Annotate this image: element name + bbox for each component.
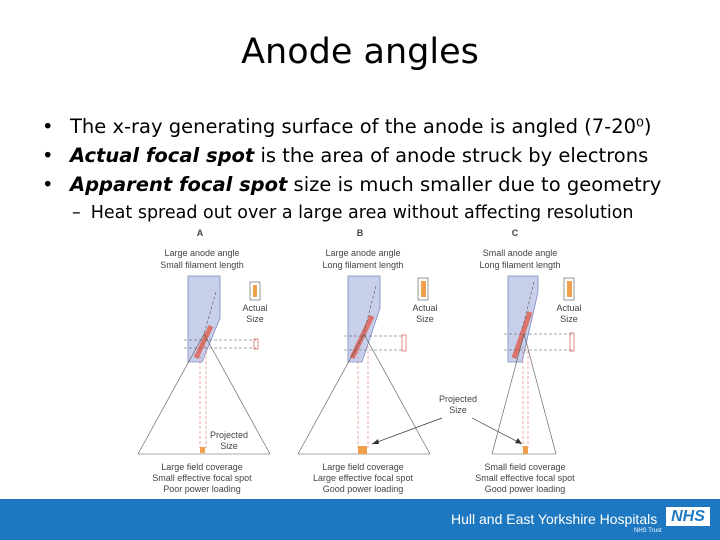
filament: [402, 335, 406, 351]
bullet-list: [42, 112, 720, 199]
field-edge-line: [364, 334, 430, 454]
panel-c: [475, 228, 581, 494]
actual-size-label-1: Actual: [556, 303, 582, 313]
bullet-dot: •: [42, 115, 54, 138]
panel-footer-line1: Small field coverage: [484, 462, 566, 472]
anode-block: [508, 276, 538, 362]
pointer-arrow: [472, 418, 522, 444]
organization-name: Hull and East Yorkshire Hospitals: [451, 511, 658, 527]
nhs-logo: NHS: [666, 507, 710, 526]
projected-size-label-1: Projected: [209, 430, 249, 440]
projected-size-label-2: Size: [449, 405, 467, 415]
field-edge-line: [298, 334, 364, 454]
panel-letter: A: [196, 228, 204, 238]
bullet-item: [42, 141, 720, 170]
bullet-emphasis: Apparent focal spot: [70, 173, 288, 196]
bullet-text: size is much smaller due to geometry: [287, 173, 662, 196]
panel-footer-line2: Large effective focal spot: [313, 473, 413, 483]
panel-heading-line2: Long filament length: [479, 260, 561, 270]
bullet-item: [42, 112, 720, 141]
actual-size-label-1: Actual: [242, 303, 268, 313]
field-edge-line: [524, 334, 556, 454]
panel-heading-line2: Small filament length: [160, 260, 244, 270]
bullet-item: [42, 170, 720, 199]
bullet-emphasis: Actual focal spot: [70, 144, 255, 167]
panel-a: [138, 228, 270, 494]
pointer-arrow: [372, 418, 442, 444]
bullet-text: is the area of anode struck by electrons: [254, 144, 649, 167]
projected-spot: [200, 447, 205, 453]
actual-size-marker: [253, 285, 257, 297]
projected-size-label-2: Size: [220, 441, 238, 451]
anode-angle-diagram: [120, 222, 600, 500]
footer-bar: [0, 499, 720, 540]
arrowhead-icon: [372, 439, 379, 444]
actual-size-label-2: Size: [246, 314, 264, 324]
filament: [570, 333, 574, 351]
actual-size-marker: [421, 281, 426, 297]
panel-footer-line3: Good power loading: [484, 484, 566, 494]
trust-label: NHS Trust: [634, 528, 662, 534]
panel-heading-line1: Large anode angle: [164, 248, 240, 258]
panel-footer-line3: Poor power loading: [163, 484, 241, 494]
projected-size-label-1: Projected: [438, 394, 478, 404]
panel-footer-line1: Large field coverage: [322, 462, 404, 472]
actual-size-marker: [567, 281, 572, 297]
panel-footer-line1: Large field coverage: [161, 462, 243, 472]
filament: [254, 339, 258, 349]
bullet-dot: •: [42, 144, 54, 167]
slide-title: Anode angles: [241, 32, 479, 72]
bullet-dot: •: [42, 173, 54, 196]
panel-letter: B: [356, 228, 364, 238]
panel-footer-line3: Good power loading: [322, 484, 404, 494]
sub-bullet-text: Heat spread out over a large area without affecting resolution: [90, 203, 634, 223]
actual-size-label-2: Size: [416, 314, 434, 324]
field-edge-line: [138, 334, 204, 454]
anode-block: [348, 276, 380, 362]
panel-heading-line1: Small anode angle: [482, 248, 558, 258]
sub-bullet: [72, 203, 634, 223]
panel-heading-line2: Long filament length: [322, 260, 404, 270]
anode-block: [188, 276, 220, 362]
projected-spot: [523, 446, 528, 454]
panel-footer-line2: Small effective focal spot: [152, 473, 252, 483]
panel-letter: C: [511, 228, 519, 238]
panel-heading-line1: Large anode angle: [325, 248, 401, 258]
panel-footer-line2: Small effective focal spot: [475, 473, 575, 483]
bullet-text: The x-ray generating surface of the anode is angled (7-20⁰): [70, 115, 652, 138]
sub-bullet-dash: –: [72, 203, 81, 223]
projected-spot: [358, 446, 367, 454]
actual-size-label-1: Actual: [412, 303, 438, 313]
actual-size-label-2: Size: [560, 314, 578, 324]
